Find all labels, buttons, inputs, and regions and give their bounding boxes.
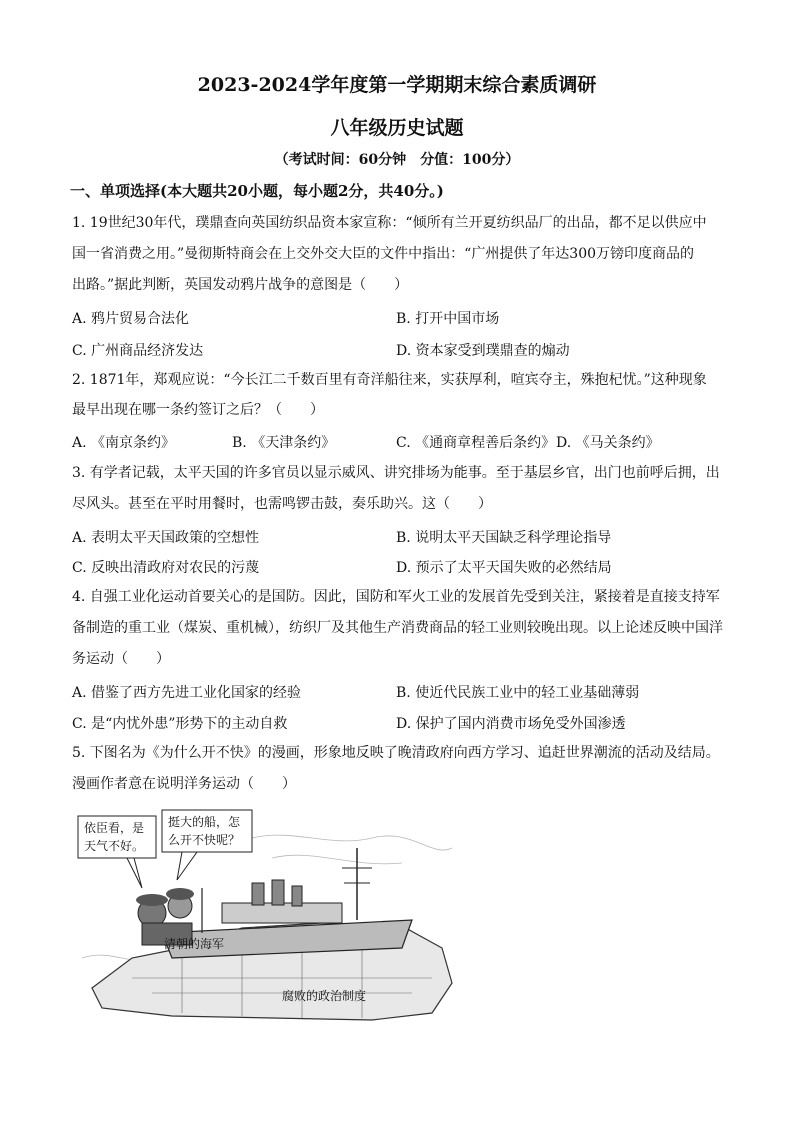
bubble-left-line: 天气不好。	[84, 839, 145, 853]
bubble-right-line: 么开不快呢？	[168, 833, 241, 847]
question-5-line: 漫画作者意在说明洋务运动（ ）	[72, 776, 296, 792]
bubble-right-line: 挺大的船，怎	[168, 815, 241, 829]
label-navy: 清朝的海军	[164, 937, 225, 951]
q2-option-a[interactable]: A. 《南京条约》	[72, 435, 176, 451]
q4-option-d[interactable]: D. 保护了国内消费市场免受外国渗透	[396, 716, 626, 732]
q2-option-c[interactable]: C. 《通商章程善后条约》	[396, 435, 556, 451]
question-4-line: 4. 自强工业化运动首要关心的是国防。因此，国防和军火工业的发展首先受到关注，紧接着是直接支持军	[72, 589, 720, 605]
q3-option-a[interactable]: A. 表明太平天国政策的空想性	[72, 530, 260, 546]
question-1-line: 1. 19世纪30年代，璞鼎查向英国纺织品资本家宣称：“倾所有兰开夏纺织品厂的出品，都不足以供应中	[72, 215, 707, 231]
question-1-line: 出路。”据此判断，英国发动鸦片战争的意图是（ ）	[72, 277, 409, 293]
q4-option-c[interactable]: C. 是“内忧外患”形势下的主动自救	[72, 716, 288, 732]
q1-option-b[interactable]: B. 打开中国市场	[396, 311, 500, 327]
question-4-line: 备制造的重工业（煤炭、重机械），纺织厂及其他生产消费商品的轻工业则较晚出现。以上论述反映中国洋	[72, 620, 723, 636]
question-4-line: 务运动（ ）	[72, 651, 170, 667]
section-heading: 一、单项选择(本大题共20小题，每小题2分，共40分。)	[70, 182, 444, 200]
q3-option-c[interactable]: C. 反映出清政府对农民的污蔑	[72, 560, 260, 576]
label-politics: 腐败的政治制度	[282, 989, 367, 1003]
q2-option-b[interactable]: B. 《天津条约》	[232, 435, 336, 451]
question-2-line: 2. 1871年，郑观应说：“今长江二千数百里有奇洋船往来，实获厚利，喧宾夺主，殊抱杞忧。”这种现象	[72, 372, 707, 388]
question-3-line: 尽风头。甚至在平时用餐时，也需鸣锣击鼓，奏乐助兴。这（ ）	[72, 496, 492, 512]
question-5-line: 5. 下图名为《为什么开不快》的漫画，形象地反映了晚清政府向西方学习、追赶世界潮流的活动及结局。	[72, 745, 720, 761]
q3-option-b[interactable]: B. 说明太平天国缺乏科学理论指导	[396, 530, 612, 546]
exam-info: （考试时间：60分钟 分值：100分）	[274, 152, 520, 168]
q2-option-d[interactable]: D. 《马关条约》	[556, 435, 660, 451]
exam-title: 2023-2024学年度第一学期期末综合素质调研	[197, 74, 597, 96]
q1-option-d[interactable]: D. 资本家受到璞鼎查的煽动	[396, 343, 570, 359]
bubble-left-line: 依臣看，是	[84, 821, 145, 835]
question-3-line: 3. 有学者记载，太平天国的许多官员以显示威风、讲究排场为能事。至于基层乡官，出门也前呼后拥，出	[72, 465, 720, 481]
q3-option-d[interactable]: D. 预示了太平天国失败的必然结局	[396, 560, 612, 576]
q1-option-a[interactable]: A. 鸦片贸易合法化	[72, 311, 190, 327]
q1-option-c[interactable]: C. 广州商品经济发达	[72, 343, 204, 359]
exam-subtitle: 八年级历史试题	[330, 117, 464, 139]
cartoon-image	[72, 808, 462, 1023]
question-2-line: 最早出现在哪一条约签订之后？（ ）	[72, 402, 324, 418]
question-1-line: 国一省消费之用。”曼彻斯特商会在上交外交大臣的文件中指出：“广州提供了年达300万镑印度商品的	[72, 246, 695, 262]
q4-option-b[interactable]: B. 使近代民族工业中的轻工业基础薄弱	[396, 685, 640, 701]
q4-option-a[interactable]: A. 借鉴了西方先进工业化国家的经验	[72, 685, 302, 701]
